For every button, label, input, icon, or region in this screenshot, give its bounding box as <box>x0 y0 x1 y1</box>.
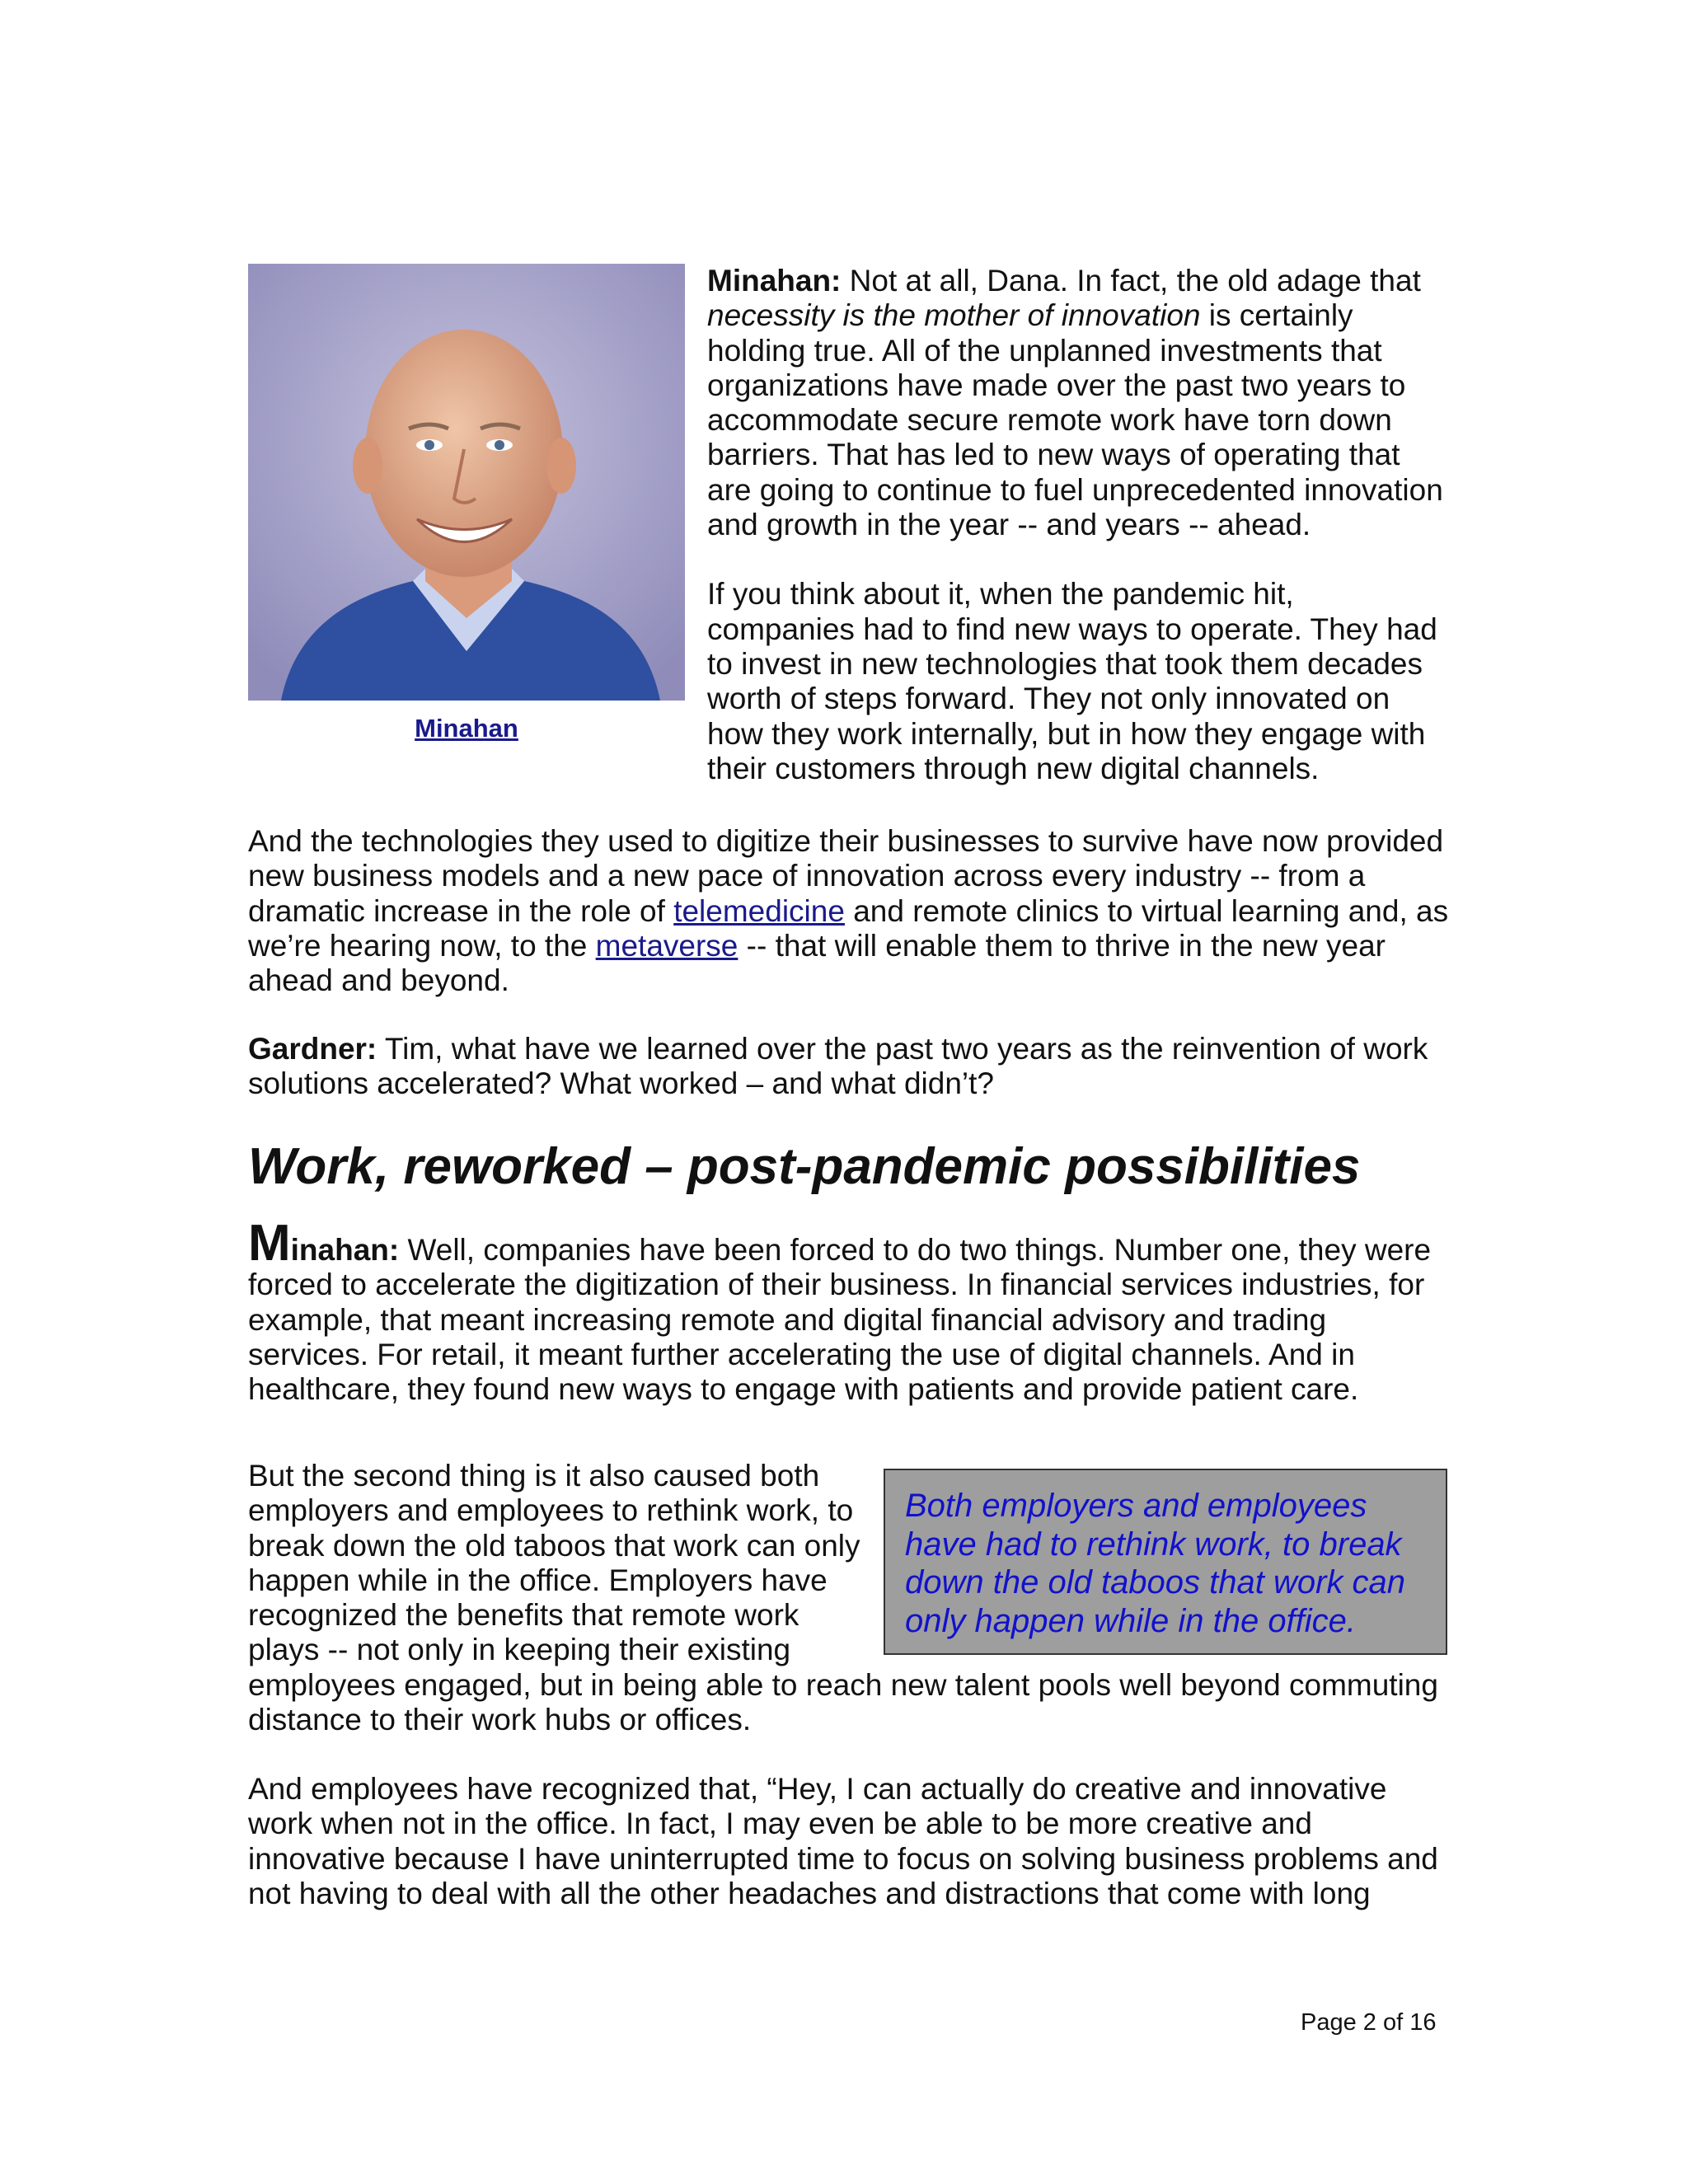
paragraph-text: -- that will enable them to thrive in the new year ahead and beyond. <box>248 928 1386 998</box>
speaker-photo <box>248 264 685 701</box>
text-line: recognized the benefits that remote work <box>248 1598 799 1633</box>
minahan-answer <box>248 1215 1451 1407</box>
text-line: employers and employees to rethink work, to <box>248 1493 854 1528</box>
second-thing-continued: employees engaged, but in being able to reach new talent pools well beyond commuting distance to their work hubs or offices. <box>248 1668 1438 1737</box>
text-line: break down the old taboos that work can only <box>248 1528 860 1563</box>
paragraph-text: And the technologies they used to digitize their businesses to survive have now provided new business models and a new pace of innovation across every industry -- from a dramatic increase in the role of <box>248 824 1444 928</box>
telemedicine-link[interactable]: telemedicine <box>673 893 845 928</box>
paragraph-technologies <box>248 824 1451 998</box>
portrait-illustration <box>248 264 685 701</box>
text-line: plays -- not only in keeping their existing <box>248 1633 791 1667</box>
speaker-photo-block <box>248 264 685 743</box>
intro-paragraph-2: If you think about it, when the pandemic hit, companies had to find new ways to operate. They had to invest in new technologies that took them decades worth of steps forward. They not only innovated on how they work internally, but in how they engage with their customers through new digital channels. <box>707 577 1437 785</box>
paragraph-text: Tim, what have we learned over the past two years as the reinvention of work solutions accelerated? What worked – and what didn’t? <box>248 1032 1428 1101</box>
text-line: But the second thing is it also caused both <box>248 1459 820 1493</box>
employees-paragraph: And employees have recognized that, “Hey, I can actually do creative and innovative work when not in the office. In fact, I may even be able to be more creative and innovative because I have uninterrupted time to focus on solving business problems and not having to deal with all the other headaches and distractions that come with long <box>248 1772 1438 1910</box>
speaker-label: Gardner: <box>248 1032 377 1066</box>
pull-quote: Both employers and employees have had to rethink work, to break down the old taboos that work can only happen while in the office. <box>884 1469 1447 1655</box>
photo-caption-link[interactable]: Minahan <box>415 714 518 743</box>
intro-answer <box>707 264 1449 786</box>
text-line: happen while in the office. Employers have <box>248 1563 828 1597</box>
italic-phrase: necessity is the mother of innovation <box>707 298 1201 333</box>
metaverse-link[interactable]: metaverse <box>595 928 738 963</box>
second-thing-wrapped-lines <box>248 1459 874 1668</box>
paragraph-text: is certainly holding true. All of the unplanned investments that organizations have made over the past two years to accommodate secure remote work have torn down barriers. That has led to new ways of operating that are going to continue to fuel unprecedented innovation and growth in the year -- and years -- ahead. <box>707 298 1443 542</box>
gardner-question <box>248 1032 1451 1102</box>
paragraph-text: and remote clinics to virtual learning and, as we’re hearing now, to the <box>248 893 1449 963</box>
intro-paragraph-1 <box>707 264 1449 542</box>
speaker-label: Minahan: <box>707 264 842 298</box>
section-heading: Work, reworked – post-pandemic possibilities <box>248 1138 1361 1195</box>
drop-cap: M <box>248 1215 291 1272</box>
speaker-label: inahan: <box>290 1233 400 1267</box>
paragraph-text: Well, companies have been forced to do two things. Number one, they were forced to accelerate the digitization of their business. In financial services industries, for example, that meant increasing remote and digital financial advisory and trading services. For retail, it meant further accelerating the use of digital channels. And in healthcare, they found new ways to engage with patients and provide patient care. <box>248 1233 1432 1407</box>
paragraph-text: Not at all, Dana. In fact, the old adage that <box>841 264 1421 298</box>
page-number: Page 2 of 16 <box>1301 2009 1437 2036</box>
